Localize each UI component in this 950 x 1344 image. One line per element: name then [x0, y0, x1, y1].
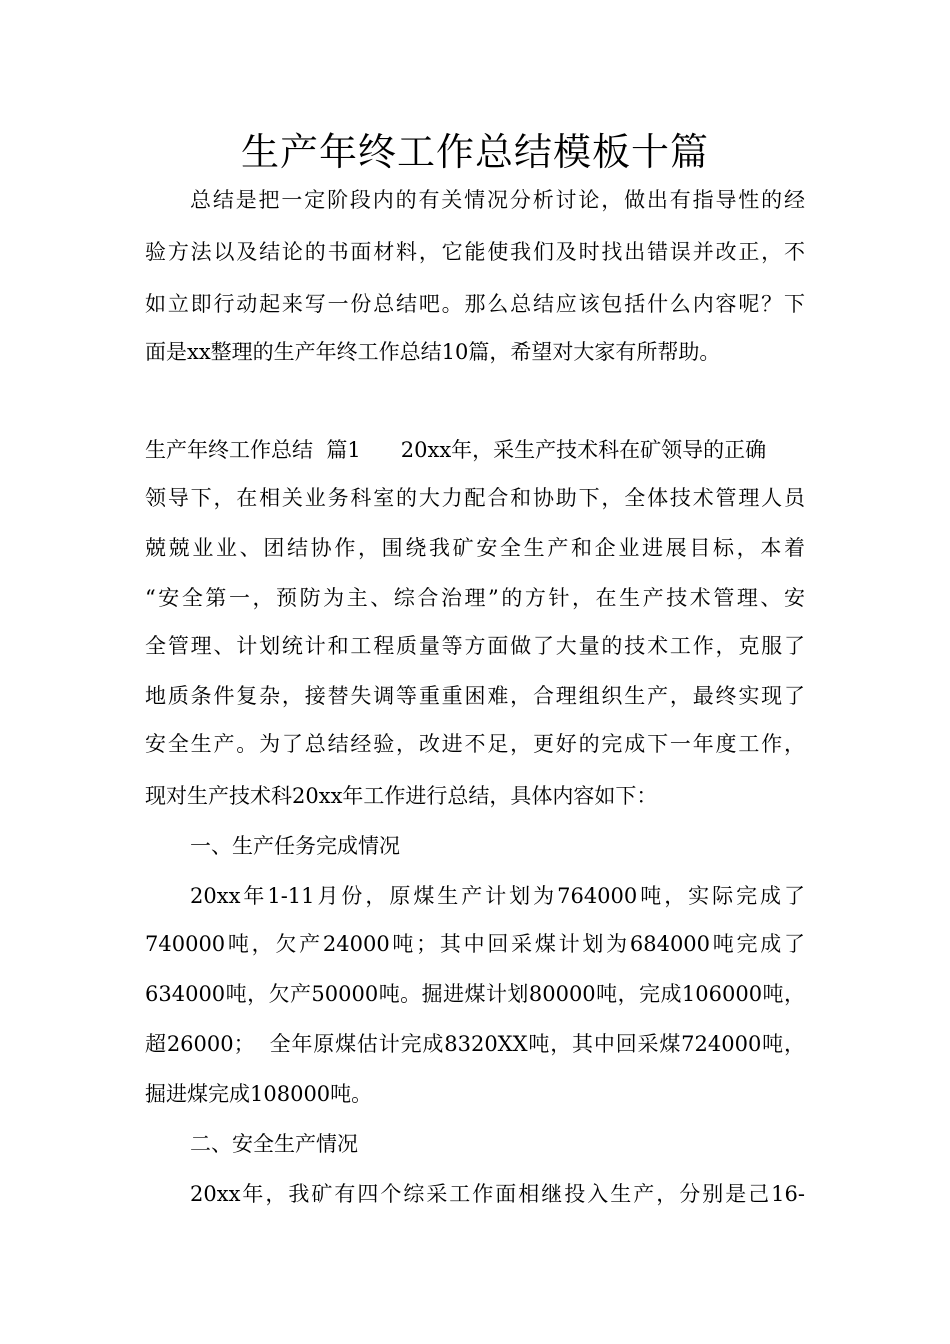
paragraph-line: 20xx年，我矿有四个综采工作面相继投入生产，分别是己16-: [190, 1182, 805, 1206]
section-heading: 二、安全生产情况: [190, 1132, 358, 1156]
intro-line: 面是xx整理的生产年终工作总结10篇，希望对大家有所帮助。: [145, 340, 721, 364]
paragraph-line: 掘进煤完成108000吨。: [145, 1082, 373, 1106]
section-line: 生产年终工作总结 篇1 20xx年，采生产技术科在矿领导的正确: [145, 438, 767, 462]
section-line: 兢兢业业、团结协作，围绕我矿安全生产和企业进展目标，本着: [145, 536, 805, 560]
document-title: 生产年终工作总结模板十篇: [240, 130, 709, 174]
section-line: 地质条件复杂，接替失调等重重困难，合理组织生产，最终实现了: [145, 684, 805, 708]
paragraph-line: 超26000； 全年原煤估计完成8320XX吨，其中回采煤724000吨，: [145, 1032, 805, 1056]
section-line: 领导下，在相关业务科室的大力配合和协助下，全体技术管理人员: [145, 486, 805, 510]
paragraph-line: 634000吨，欠产50000吨。掘进煤计划80000吨，完成106000吨，: [145, 982, 805, 1006]
section-line: “安全第一，预防为主、综合治理”的方针，在生产技术管理、安: [145, 586, 805, 610]
paragraph-line: 740000吨，欠产24000吨；其中回采煤计划为684000吨完成了: [145, 932, 805, 956]
paragraph-line: 20xx年1-11月份，原煤生产计划为764000吨，实际完成了: [190, 884, 805, 908]
intro-line: 如立即行动起来写一份总结吧。那么总结应该包括什么内容呢？下: [145, 292, 805, 316]
section-heading: 一、生产任务完成情况: [190, 834, 400, 858]
section-line: 全管理、计划统计和工程质量等方面做了大量的技术工作，克服了: [145, 634, 805, 658]
intro-line: 验方法以及结论的书面材料，它能使我们及时找出错误并改正，不: [145, 240, 805, 264]
section-line: 现对生产技术科20xx年工作进行总结，具体内容如下：: [145, 784, 658, 808]
intro-line: 总结是把一定阶段内的有关情况分析讨论，做出有指导性的经: [190, 188, 805, 212]
section-line: 安全生产。为了总结经验，改进不足，更好的完成下一年度工作，: [145, 732, 805, 756]
